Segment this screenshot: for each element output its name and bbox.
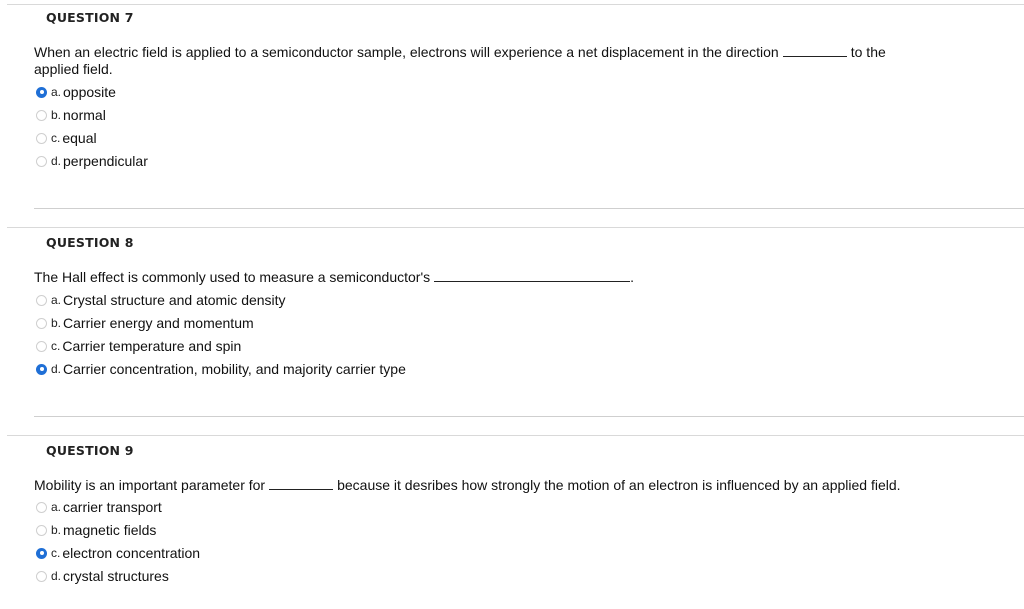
option-label: opposite bbox=[63, 84, 116, 100]
question-9-text-after: because it desribes how strongly the motion of an electron is influenced by an applied field. bbox=[337, 477, 901, 493]
question-8-top-divider bbox=[7, 227, 1024, 228]
option-label: carrier transport bbox=[63, 499, 162, 515]
option-label: crystal structures bbox=[63, 568, 169, 584]
option-letter: a. bbox=[51, 500, 62, 514]
question-7-blank bbox=[783, 44, 847, 57]
question-8-blank bbox=[434, 269, 630, 282]
radio-unselected-icon[interactable] bbox=[36, 525, 47, 536]
question-8-text-after: . bbox=[630, 269, 635, 285]
question-7-bottom-divider bbox=[34, 208, 1024, 209]
question-8-text-before: The Hall effect is commonly used to measure a semiconductor's bbox=[34, 269, 431, 285]
question-7-top-divider bbox=[7, 4, 1024, 5]
radio-selected-icon[interactable] bbox=[36, 548, 47, 559]
question-8-heading: QUESTION 8 bbox=[46, 235, 134, 250]
question-9-option-a[interactable] bbox=[36, 498, 162, 516]
radio-selected-icon[interactable] bbox=[36, 364, 47, 375]
question-7-option-a[interactable] bbox=[36, 83, 116, 101]
question-8-text bbox=[34, 269, 994, 286]
question-9-blank bbox=[269, 477, 333, 490]
option-label: Carrier energy and momentum bbox=[63, 315, 254, 331]
question-8-bottom-divider bbox=[34, 416, 1024, 417]
radio-unselected-icon[interactable] bbox=[36, 295, 47, 306]
question-9-heading: QUESTION 9 bbox=[46, 443, 134, 458]
option-letter: d. bbox=[51, 362, 62, 376]
radio-unselected-icon[interactable] bbox=[36, 502, 47, 513]
question-9-top-divider bbox=[7, 435, 1024, 436]
question-9-option-b[interactable] bbox=[36, 521, 156, 539]
question-7-option-d[interactable] bbox=[36, 152, 148, 170]
option-letter: a. bbox=[51, 85, 62, 99]
radio-unselected-icon[interactable] bbox=[36, 318, 47, 329]
question-7-text-after: to the bbox=[850, 44, 886, 60]
question-8-option-b[interactable] bbox=[36, 314, 254, 332]
question-9-option-c[interactable] bbox=[36, 544, 200, 562]
option-letter: c. bbox=[51, 546, 61, 560]
option-label: magnetic fields bbox=[63, 522, 157, 538]
question-7-option-c[interactable] bbox=[36, 129, 97, 147]
option-letter: c. bbox=[51, 339, 61, 353]
question-7-text-before: When an electric field is applied to a semiconductor sample, electrons will experience a net displacement in the direction bbox=[34, 44, 779, 60]
option-label: normal bbox=[63, 107, 106, 123]
option-label: electron concentration bbox=[62, 545, 201, 561]
option-label: Carrier temperature and spin bbox=[62, 338, 242, 354]
option-label: equal bbox=[62, 130, 97, 146]
option-label: Carrier concentration, mobility, and majority carrier type bbox=[63, 361, 406, 377]
question-7-text bbox=[34, 44, 994, 78]
radio-unselected-icon[interactable] bbox=[36, 133, 47, 144]
option-label: perpendicular bbox=[63, 153, 148, 169]
question-9-text-before: Mobility is an important parameter for bbox=[34, 477, 266, 493]
question-8-option-a[interactable] bbox=[36, 291, 286, 309]
option-letter: d. bbox=[51, 154, 62, 168]
question-7-heading: QUESTION 7 bbox=[46, 10, 134, 25]
question-8-option-c[interactable] bbox=[36, 337, 241, 355]
option-letter: b. bbox=[51, 316, 62, 330]
radio-unselected-icon[interactable] bbox=[36, 571, 47, 582]
option-letter: a. bbox=[51, 293, 62, 307]
question-7-text-line2: applied field. bbox=[34, 61, 113, 77]
question-9-text bbox=[34, 477, 994, 494]
option-letter: d. bbox=[51, 569, 62, 583]
radio-unselected-icon[interactable] bbox=[36, 110, 47, 121]
radio-unselected-icon[interactable] bbox=[36, 156, 47, 167]
option-letter: b. bbox=[51, 523, 62, 537]
option-label: Crystal structure and atomic density bbox=[63, 292, 286, 308]
question-7-option-b[interactable] bbox=[36, 106, 106, 124]
question-8-option-d[interactable] bbox=[36, 360, 406, 378]
radio-selected-icon[interactable] bbox=[36, 87, 47, 98]
option-letter: b. bbox=[51, 108, 62, 122]
radio-unselected-icon[interactable] bbox=[36, 341, 47, 352]
question-9-option-d[interactable] bbox=[36, 567, 169, 585]
option-letter: c. bbox=[51, 131, 61, 145]
